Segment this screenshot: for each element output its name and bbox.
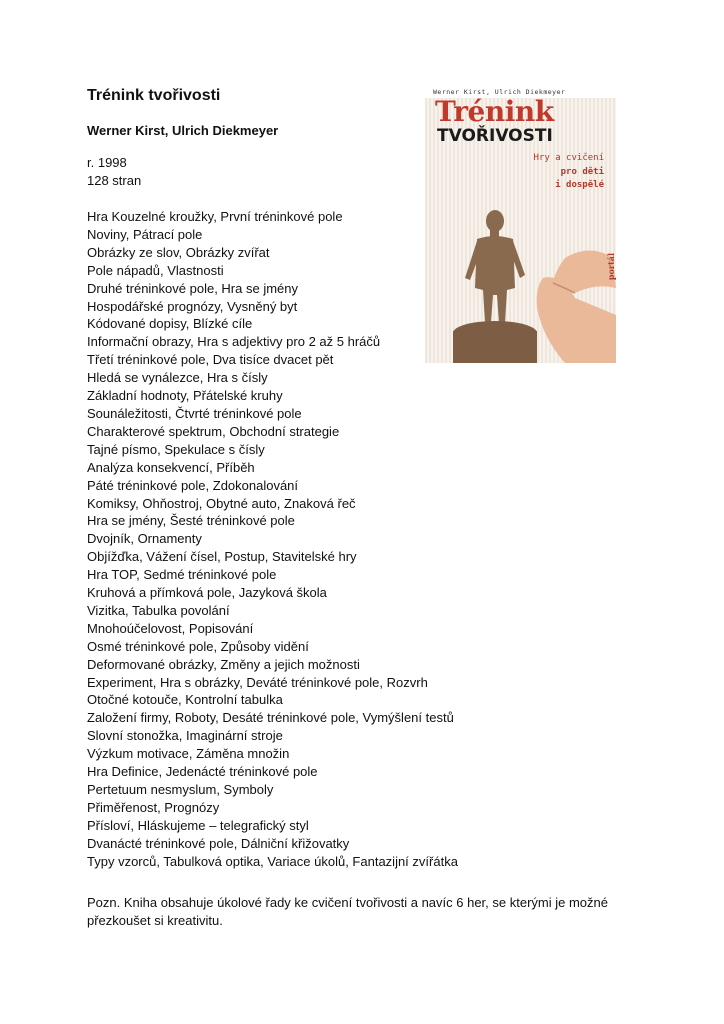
contents-item: Hra se jmény, Šesté tréninkové pole (87, 513, 295, 529)
publication-year: r. 1998 (87, 155, 127, 170)
contents-item: Mnohoúčelovost, Popisování (87, 620, 254, 636)
cover-subtitle-line2: pro děti (560, 167, 604, 177)
contents-item: Kódované dopisy, Blízké cíle (87, 316, 253, 332)
cover-title-line1: Trénink (435, 95, 554, 128)
contents-item: Hledá se vynálezce, Hra s čísly (87, 370, 268, 386)
contents-item: Informační obrazy, Hra s adjektivy pro 2 až 5 hráčů (87, 334, 381, 350)
contents-item: Dvanácté tréninkové pole, Dálniční křižovatky (87, 835, 350, 851)
contents-item: Pole nápadů, Vlastnosti (87, 262, 224, 278)
book-meta (87, 154, 141, 189)
contents-item: Komiksy, Ohňostroj, Obytné auto, Znaková řeč (87, 495, 356, 511)
contents-item: Hospodářské prognózy, Vysněný byt (87, 298, 298, 314)
note-paragraph: Pozn. Kniha obsahuje úkolové řady ke cvičení tvořivosti a navíc 6 her, se kterými je možné přezkoušet si kreativitu. (87, 895, 608, 928)
contents-item: Experiment, Hra s obrázky, Deváté tréninkové pole, Rozvrh (87, 674, 428, 690)
contents-item: Vizitka, Tabulka povolání (87, 602, 230, 618)
contents-item: Objížďka, Vážení čísel, Postup, Stavitelské hry (87, 549, 357, 565)
contents-item: Sounáležitosti, Čtvrté tréninkové pole (87, 405, 302, 421)
contents-item: Osmé tréninkové pole, Způsoby vidění (87, 638, 309, 654)
contents-item: Založení firmy, Roboty, Desáté tréninkové pole, Vymýšlení testů (87, 710, 454, 726)
contents-list (87, 208, 458, 871)
cover-subtitle-line3: i dospělé (555, 180, 604, 190)
contents-item: Základní hodnoty, Přátelské kruhy (87, 388, 283, 404)
contents-item: Slovní stonožka, Imaginární stroje (87, 728, 283, 744)
contents-item: Třetí tréninkové pole, Dva tisíce dvacet pět (87, 352, 334, 368)
page-title: Trénink tvořivosti (87, 87, 221, 104)
cover-authors: Werner Kirst, Ulrich Diekmeyer (433, 88, 566, 96)
contents-item: Hra Definice, Jedenácté tréninkové pole (87, 764, 318, 780)
publisher-logo: portál (606, 253, 616, 281)
contents-item: Obrázky ze slov, Obrázky zvířat (87, 244, 270, 260)
page-count: 128 stran (87, 172, 142, 188)
book-cover-image (425, 83, 616, 363)
contents-item: Charakterové spektrum, Obchodní strategie (87, 423, 340, 439)
contents-item: Analýza konsekvencí, Příběh (87, 459, 255, 475)
contents-item: Páté tréninkové pole, Zdokonalování (87, 477, 299, 493)
contents-item: Tajné písmo, Spekulace s čísly (87, 441, 265, 457)
cover-title-line2: TVOŘIVOSTI (437, 126, 553, 146)
contents-item: Druhé tréninkové pole, Hra se jmény (87, 280, 298, 296)
contents-item: Deformované obrázky, Změny a jejich možnosti (87, 656, 360, 672)
contents-item: Hra TOP, Sedmé tréninkové pole (87, 567, 277, 583)
contents-item: Noviny, Pátrací pole (87, 226, 203, 242)
contents-item: Dvojník, Ornamenty (87, 531, 202, 547)
contents-item: Hra Kouzelné kroužky, První tréninkové pole (87, 209, 343, 224)
contents-item: Přísloví, Hláskujeme – telegrafický styl (87, 817, 309, 833)
contents-item: Výzkum motivace, Záměna množin (87, 746, 290, 762)
contents-item: Pertetuum nesmyslum, Symboly (87, 782, 274, 797)
contents-item: Kruhová a přímková pole, Jazyková škola (87, 585, 327, 601)
contents-item: Otočné kotouče, Kontrolní tabulka (87, 692, 283, 708)
contents-item: Typy vzorců, Tabulková optika, Variace úkolů, Fantazijní zvířátka (87, 853, 458, 869)
cover-subtitle-line1: Hry a cvičení (533, 153, 604, 163)
contents-item: Přiměřenost, Prognózy (87, 799, 220, 815)
authors: Werner Kirst, Ulrich Diekmeyer (87, 123, 279, 138)
